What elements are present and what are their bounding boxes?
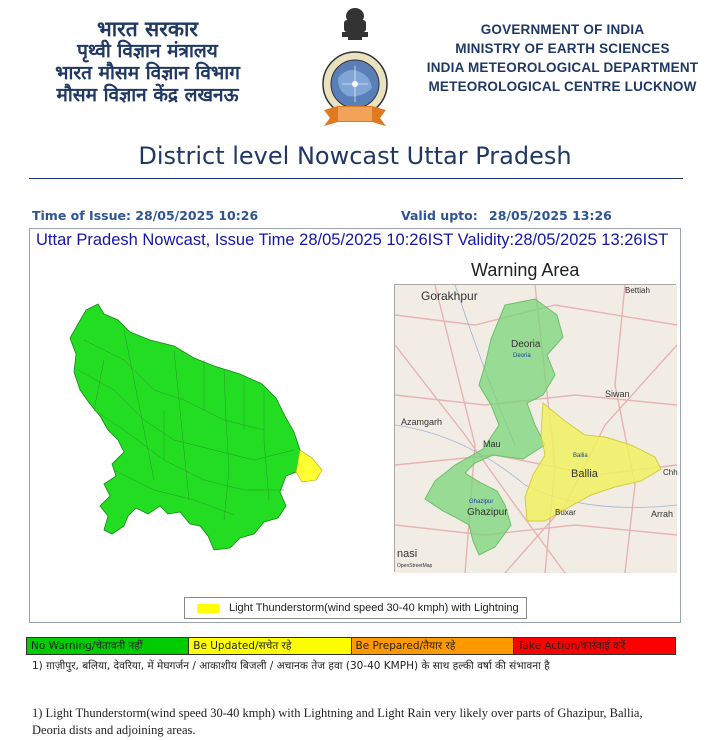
english-line-4: METEOROLOGICAL CENTRE LUCKNOW bbox=[428, 79, 697, 94]
map-label-ghazipur: Ghazipur bbox=[467, 507, 508, 518]
warning-area-map-svg bbox=[395, 285, 677, 573]
map-label-azamgarh: Azamgarh bbox=[401, 417, 443, 427]
english-heading bbox=[425, 20, 700, 96]
scale-be-prepared: Be Prepared/तैयार रहे bbox=[352, 638, 514, 654]
hindi-line-1: भारत सरकार bbox=[96, 17, 198, 41]
hindi-heading bbox=[40, 18, 255, 106]
valid-upto-label: Valid upto: bbox=[401, 208, 478, 223]
map-label-buxar: Buxar bbox=[555, 508, 576, 517]
map-label-deoria-small: Deoria bbox=[513, 353, 531, 359]
warning-area-title: Warning Area bbox=[471, 260, 580, 280]
hindi-line-2: पृथ्वी विज्ञान मंत्रालय bbox=[77, 40, 218, 62]
uttar-pradesh-map bbox=[64, 300, 334, 560]
map-label-chh: Chh bbox=[663, 468, 678, 477]
map-label-deoria: Deoria bbox=[511, 339, 541, 350]
title-divider bbox=[29, 178, 683, 179]
hindi-forecast-note: 1) ग़ाज़ीपुर, बलिया, देवरिया, में मेघगर्जन / आकाशीय बिजली / अचानक तेज हवा (30-40 KMPH) के साथ हल्की वर्षा की संभावना है bbox=[32, 660, 550, 672]
map-label-ballia: Ballia bbox=[571, 468, 598, 480]
map-label-arrah: Arrah bbox=[651, 509, 674, 519]
english-line-3: INDIA METEOROLOGICAL DEPARTMENT bbox=[426, 60, 699, 75]
map-label-ballia-small: Ballia bbox=[573, 453, 588, 459]
legend-text: Light Thunderstorm(wind speed 30-40 kmph) with Lightning bbox=[229, 602, 519, 614]
english-line-2: MINISTRY OF EARTH SCIENCES bbox=[455, 41, 670, 56]
nowcast-header: Uttar Pradesh Nowcast, Issue Time 28/05/2025 10:26IST Validity:28/05/2025 13:26IST bbox=[36, 231, 669, 249]
up-state-shape bbox=[70, 304, 302, 550]
map-label-mau: Mau bbox=[483, 439, 501, 449]
english-line-1: GOVERNMENT OF INDIA bbox=[480, 22, 645, 37]
map-label-gorakhpur: Gorakhpur bbox=[421, 289, 478, 303]
map-attribution: OpenStreetMap bbox=[397, 563, 433, 569]
scale-take-action: Take Action/कार्रवाई करें bbox=[514, 638, 675, 654]
map-label-nasi: nasi bbox=[397, 548, 418, 560]
warning-scale bbox=[26, 637, 676, 655]
hindi-line-3: भारत मौसम विज्ञान विभाग bbox=[55, 62, 240, 84]
imd-emblem-logo bbox=[318, 6, 392, 130]
warned-districts bbox=[296, 450, 322, 482]
scale-be-updated: Be Updated/सचेत रहे bbox=[189, 638, 351, 654]
scale-no-warning: No Warning/चेतावनी नहीं bbox=[27, 638, 189, 654]
map-label-bettiah: Bettiah bbox=[625, 286, 650, 295]
map-label-siwan: Siwan bbox=[605, 389, 630, 399]
map-legend bbox=[184, 597, 527, 619]
hindi-line-4: मौसम विज्ञान केंद्र लखनऊ bbox=[56, 84, 239, 106]
time-of-issue: Time of Issue: 28/05/2025 10:26 bbox=[32, 208, 259, 223]
legend-swatch-yellow bbox=[197, 604, 219, 613]
warning-area-map bbox=[394, 284, 676, 572]
english-forecast-note: 1) Light Thunderstorm(wind speed 30-40 kmph) with Lightning and Light Rain very likely over parts of Ghazipur, Ballia, Deoria dists and adjoining areas. bbox=[32, 706, 643, 737]
page-title: District level Nowcast Uttar Pradesh bbox=[138, 142, 572, 170]
valid-upto-value: 28/05/2025 13:26 bbox=[489, 208, 612, 223]
map-label-ghazipur-small: Ghazipur bbox=[469, 499, 494, 505]
